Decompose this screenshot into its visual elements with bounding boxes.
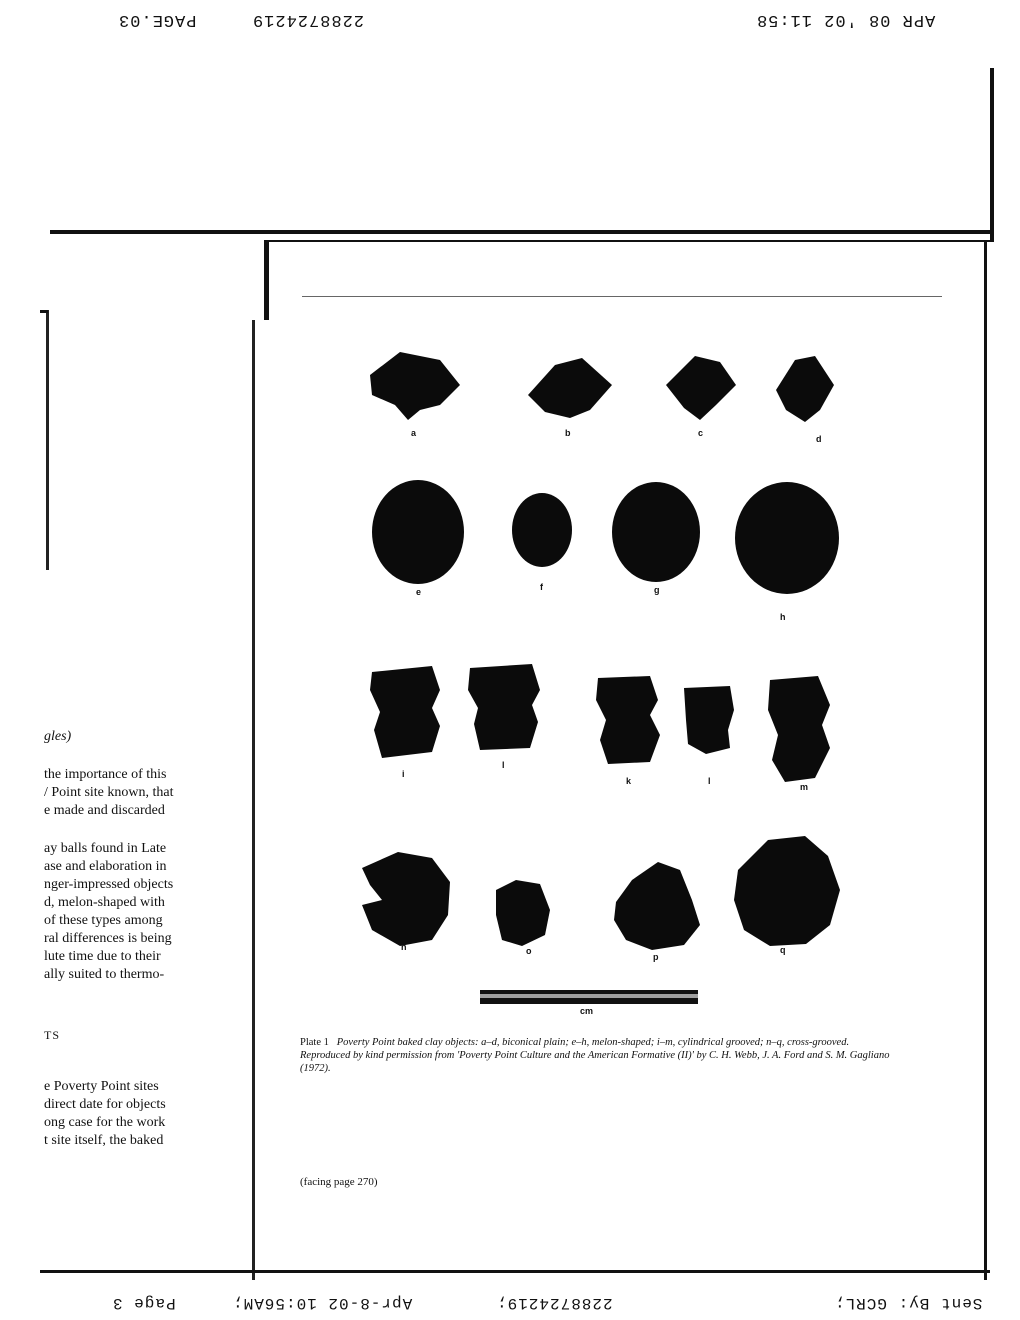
object-l2 — [684, 686, 734, 754]
left-page-section-heading: TS — [44, 1028, 61, 1042]
label-m: m — [800, 782, 809, 792]
object-i — [370, 666, 440, 758]
label-i: i — [402, 769, 405, 779]
text-line: nger-impressed objects — [44, 877, 174, 892]
caption-plate-number: Plate 1 — [300, 1037, 329, 1048]
label-g: g — [654, 585, 660, 595]
scale-bar-highlight — [480, 994, 698, 998]
object-g — [612, 482, 700, 582]
object-a — [370, 352, 460, 420]
object-k — [596, 676, 660, 764]
label-l-second: l — [708, 776, 711, 786]
text-line: ral differences is being — [44, 931, 172, 946]
text-line: e made and discarded — [44, 803, 165, 818]
text-line: the importance of this — [44, 767, 167, 782]
caption-text: Poverty Point baked clay objects: a–d, biconical plain; e–h, melon-shaped; i–m, cylindrical grooved; n–q, cross-grooved. Reproduced by kind permission from 'Poverty Point Culture and the American Formative (II)' by C. H. Webb, J. A. Ford and S. M. Gagliano (1972). — [300, 1037, 890, 1074]
object-l — [468, 664, 540, 750]
fax-datetime-bottom: Apr-8-02 10:56AM; — [232, 1294, 413, 1312]
fax-phone-number-bottom: 2288724219; — [496, 1294, 613, 1312]
object-b — [528, 358, 612, 418]
text-line: lute time due to their — [44, 949, 161, 964]
object-o — [496, 880, 550, 946]
label-l: l — [502, 760, 505, 770]
object-d — [776, 356, 834, 422]
label-k: k — [626, 776, 632, 786]
text-line: ong case for the work — [44, 1115, 166, 1130]
text-line: of these types among — [44, 913, 163, 928]
text-line: e Poverty Point sites — [44, 1079, 159, 1094]
object-p — [614, 862, 700, 950]
label-d: d — [816, 434, 822, 444]
scale-label: cm — [580, 1006, 594, 1016]
text-line: t site itself, the baked — [44, 1133, 164, 1148]
fax-page-number-bottom: Page 3 — [112, 1294, 176, 1312]
object-n — [362, 852, 450, 946]
label-f: f — [540, 582, 543, 592]
facing-page-note: (facing page 270) — [300, 1176, 378, 1188]
object-f — [512, 493, 572, 567]
label-n: n — [401, 942, 407, 952]
left-page-heading: gles) — [44, 729, 72, 744]
text-line: d, melon-shaped with — [44, 895, 165, 910]
fax-datetime-top: APR 08 '02 11:58 — [756, 10, 936, 29]
text-line: direct date for objects — [44, 1097, 166, 1112]
object-m — [768, 676, 830, 782]
text-line: / Point site known, that — [44, 785, 174, 800]
object-h — [735, 482, 839, 594]
plate-caption — [300, 1036, 900, 1075]
label-b: b — [565, 428, 571, 438]
text-line: ay balls found in Late — [44, 841, 167, 856]
label-o: o — [526, 946, 532, 956]
label-c: c — [698, 428, 704, 438]
label-p: p — [653, 952, 659, 962]
object-c — [666, 356, 736, 420]
label-q: q — [780, 945, 786, 955]
label-a: a — [411, 428, 417, 438]
fax-page-number-top: PAGE.03 — [118, 10, 197, 29]
text-line: ally suited to thermo- — [44, 967, 165, 982]
label-e: e — [416, 587, 422, 597]
object-q — [734, 836, 840, 946]
text-line: ase and elaboration in — [44, 859, 167, 874]
fax-phone-number-top: 2288724219 — [252, 10, 365, 29]
label-h: h — [780, 612, 786, 622]
fax-sender-bottom: Sent By: GCRL; — [834, 1294, 983, 1312]
object-e — [372, 480, 464, 584]
